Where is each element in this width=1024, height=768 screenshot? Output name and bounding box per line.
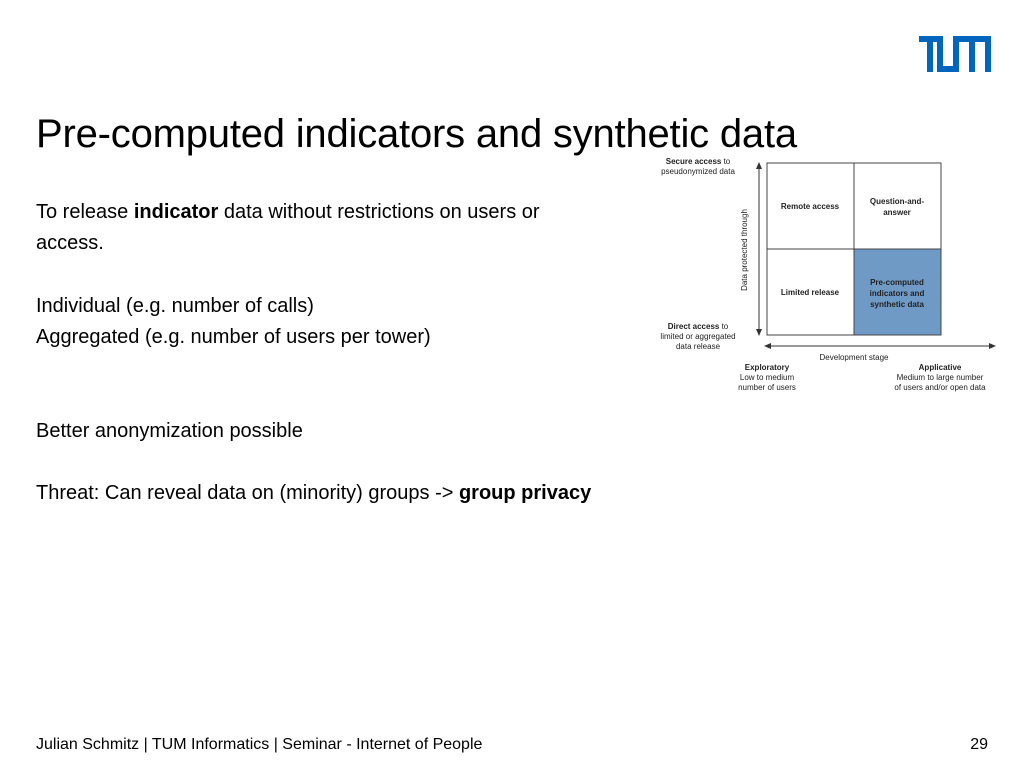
applicative-title: Applicative xyxy=(918,363,962,372)
applicative-line-2: of users and/or open data xyxy=(894,383,986,392)
body-line-1-bold: indicator xyxy=(133,201,219,223)
cell-remote-access-text: Remote access xyxy=(780,202,840,211)
exploratory-line-2: number of users xyxy=(738,383,796,392)
cell-question-answer-text-1: Question-and- xyxy=(869,197,925,206)
cell-question-answer-text-2: answer xyxy=(883,208,911,217)
body-line-1-text: To release xyxy=(36,201,134,223)
body-threat-bold: group privacy xyxy=(458,482,592,504)
cell-precomputed-text-1: Pre-computed xyxy=(870,278,924,287)
exploratory-line-1: Low to medium xyxy=(739,373,795,382)
cell-precomputed-text-2: indicators and xyxy=(869,289,925,298)
y-axis-arrow-down xyxy=(756,329,762,336)
secure-access-label-line2: pseudonymized data xyxy=(661,167,735,176)
data-access-diagram xyxy=(640,150,1000,400)
cell-precomputed-text-3: synthetic data xyxy=(870,300,924,309)
direct-access-label-line2: limited or aggregated xyxy=(660,332,736,341)
y-axis-arrow-up xyxy=(756,162,762,169)
page-number: 29 xyxy=(970,736,988,753)
body-item-aggregated: Aggregated (e.g. number of users per tower) xyxy=(36,326,431,348)
body-line-1 xyxy=(36,197,540,228)
direct-access-label: Direct access to xyxy=(667,322,729,331)
exploratory-title: Exploratory xyxy=(744,363,790,372)
secure-access-label: Secure access to xyxy=(665,157,731,166)
body-line-2: access. xyxy=(36,232,104,254)
x-axis-arrow-left xyxy=(764,343,771,349)
body-anonymization: Better anonymization possible xyxy=(36,420,303,442)
applicative-line-1: Medium to large number xyxy=(896,373,984,382)
slide-title: Pre-computed indicators and synthetic data xyxy=(36,112,797,156)
tum-logo xyxy=(919,36,991,72)
body-item-individual: Individual (e.g. number of calls) xyxy=(36,295,314,317)
cell-question-answer xyxy=(854,163,941,249)
x-axis-label: Development stage xyxy=(819,353,889,362)
slide-footer: Julian Schmitz | TUM Informatics | Seminar - Internet of People xyxy=(36,736,483,753)
cell-limited-release-text: Limited release xyxy=(780,288,840,297)
direct-access-label-line3: data release xyxy=(675,342,721,351)
x-axis-arrow-right xyxy=(989,343,996,349)
body-threat xyxy=(36,478,591,509)
body-threat-text: Threat: Can reveal data on (minority) groups -> xyxy=(36,482,459,504)
body-line-1-rest: data without restrictions on users or xyxy=(218,201,540,223)
y-axis-label: Data protected through xyxy=(740,209,749,291)
